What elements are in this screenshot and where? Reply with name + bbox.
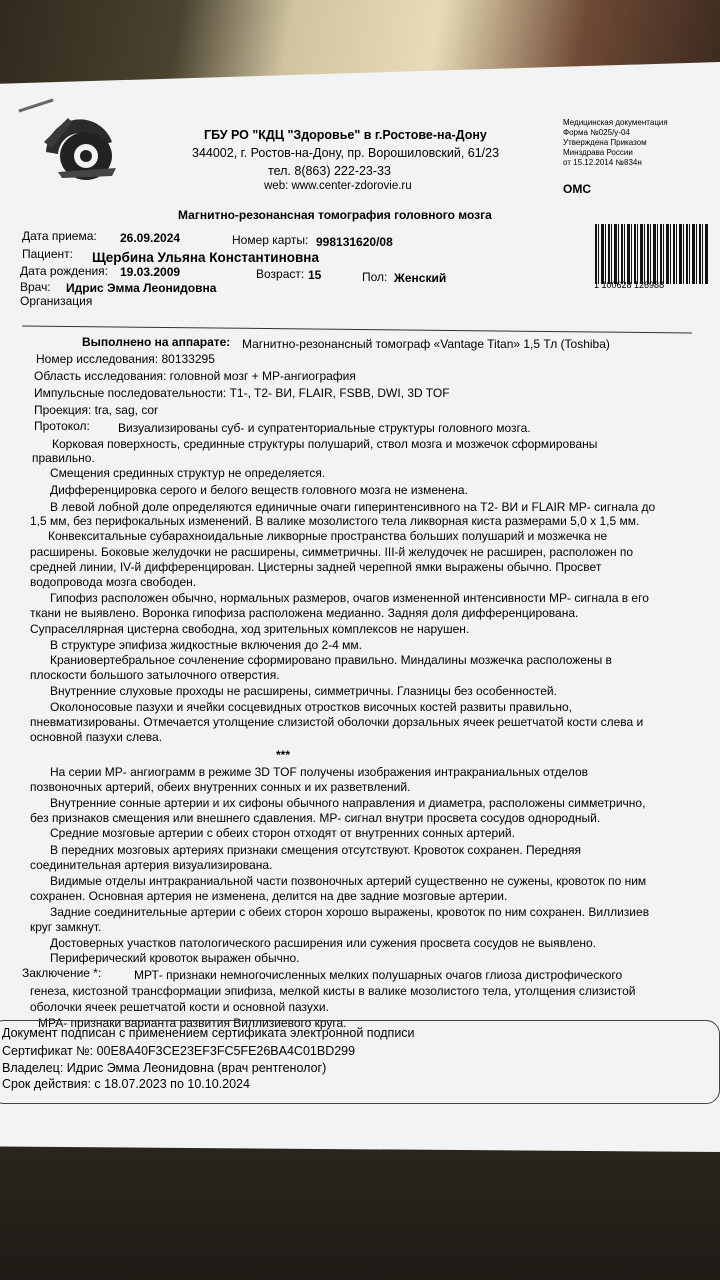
body-line: Конвекситальные субарахноидальные ликворные пространства больших полушарий и мозжечка не (48, 529, 608, 543)
age-value: 15 (308, 268, 322, 282)
patient-label: Пациент: (22, 247, 74, 261)
signature-line-2: Сертификат №: 00E8A40F3CE23EF3FC5FE26BA4C01BD299 (2, 1044, 356, 1058)
angio-line: круг замкнут. (30, 920, 102, 934)
body-line: расширены. Боковые желудочки не расширены, симметричны. III-й желудочек не расширен, расположен по (30, 545, 634, 559)
doctor-value: Идрис Эмма Леонидовна (66, 281, 217, 295)
org-address: 344002, г. Ростов-на-Дону, пр. Ворошиловский, 61/23 (192, 146, 500, 160)
conclusion-label: Заключение *: (22, 966, 102, 980)
body-line: В левой лобной доле определяются единичные очаги гиперинтенсивного на Т2- ВИ и FLAIR МР- сигнала до (50, 500, 656, 514)
form-line-4: Минздрава России (563, 148, 633, 157)
body-line: Дифференцировка серого и белого веществ головного мозга не изменена. (50, 483, 468, 497)
body-line: правильно. (32, 451, 95, 465)
form-line-2: Форма №025/у-04 (563, 128, 630, 137)
conclusion-line-2: генеза, кистозной трансформации эпифиза, мелкой кисты в валике мозолистого тела, утолщения слизистой (30, 984, 636, 998)
org-web: web: www.center-zdorovie.ru (264, 180, 412, 192)
organization-label: Организация (20, 294, 93, 308)
angio-line: Периферический кровоток выражен обычно. (50, 951, 300, 965)
angio-line: В передних мозговых артериях признаки смещения отсутствуют. Кровоток сохранен. Передняя (50, 843, 582, 857)
dob-value: 19.03.2009 (120, 265, 181, 279)
body-line: Корковая поверхность, срединные структуры полушарий, ствол мозга и мозжечок сформированы (52, 437, 598, 451)
angio-line: Видимые отделы интракраниальной части позвоночных артерий существенно не сужены, кровоток по ним (50, 874, 647, 888)
dob-label: Дата рождения: (20, 264, 108, 278)
body-line: В структуре эпифиза жидкостные включения до 2-4 мм. (50, 638, 362, 652)
protocol-first: Визуализированы суб- и супратенториальные структуры головного мозга. (118, 421, 531, 435)
protocol-label: Протокол: (34, 419, 90, 433)
angio-line: соединительная артерия визуализирована. (30, 858, 273, 872)
conclusion-line-1: МРТ- признаки немногочисленных мелких полушарных очагов глиоза дистрофического (134, 968, 623, 982)
body-line: Смещения срединных структур не определяется. (50, 466, 326, 480)
sex-value: Женский (394, 271, 447, 285)
angio-line: Средние мозговые артерии с обеих сторон отходят от внутренних сонных артерий. (50, 826, 515, 840)
angio-line: Задние соединительные артерии с обеих сторон хорошо выражены, кровоток по ним сохранен. Виллизиев (50, 905, 650, 919)
exam-area: Область исследования: головной мозг + МР-ангиография (34, 369, 356, 383)
device-value: Магнитно-резонансный томограф «Vantage Titan» 1,5 Тл (Toshiba) (242, 337, 610, 351)
signature-line-4: Срок действия: с 18.07.2023 по 10.10.2024 (2, 1077, 250, 1091)
signature-line-1: Документ подписан с применением сертификата электронной подписи (2, 1026, 415, 1040)
org-name: ГБУ РО "КДЦ "Здоровье" в г.Ростове-на-Дону (204, 128, 487, 142)
angio-line: позвоночных артерий, обеих внутренних сонных и их разветвлений. (30, 780, 411, 794)
exam-sequences: Импульсные последовательности: T1-, T2- ВИ, FLAIR, FSBB, DWI, 3D TOF (34, 386, 450, 400)
form-line-1: Медицинская документация (563, 118, 668, 127)
date-value: 26.09.2024 (120, 231, 181, 245)
age-label: Возраст: (256, 267, 305, 281)
section-separator: *** (276, 748, 291, 762)
patient-name: Щербина Ульяна Константиновна (92, 250, 319, 265)
angio-line: без признаков смещения или внешнего сдавления. МР- сигнал внутри просвета сосудов однородный. (30, 811, 601, 825)
form-line-3: Утверждена Приказом (563, 138, 647, 147)
body-line: пневматизированы. Отмечается утолщение слизистой оболочки дорзальных ячеек решетчатой кости слева и (30, 715, 644, 729)
barcode-number: 1 100628 126988 (594, 280, 665, 290)
conclusion-line-3: оболочки ячеек решетчатой кости и основной пазухи. (30, 1000, 329, 1014)
angio-line: Достоверных участков патологического расширения или сужения просвета сосудов не выявлено. (50, 936, 597, 950)
body-line: плоскости большого затылочного отверстия. (30, 668, 280, 682)
card-value: 998131620/08 (316, 235, 393, 249)
oms-label: ОМС (563, 182, 591, 196)
sex-label: Пол: (362, 270, 388, 284)
signature-line-3: Владелец: Идрис Эмма Леонидовна (врач рентгенолог) (2, 1061, 327, 1075)
angio-line: Внутренние сонные артерии и их сифоны обычного направления и диаметра, расположены симметрично, (50, 796, 646, 810)
body-line: основной пазухи слева. (30, 730, 163, 744)
conclusion-line-4: МРА- признаки варианта развития Виллизиевого круга. (38, 1016, 347, 1030)
body-line: Внутренние слуховые проходы не расширены, симметричны. Глазницы без особенностей. (50, 684, 557, 698)
device-label: Выполнено на аппарате: (82, 335, 231, 349)
body-line: Краниовертебральное сочленение сформировано правильно. Миндалины мозжечка расположены в (50, 653, 612, 667)
body-line: 1,5 мм, без перифокальных изменений. В валике мозолистого тела ликворная киста размерами 5,0 х 1,5 мм. (30, 514, 640, 528)
exam-number: Номер исследования: 80133295 (36, 352, 215, 366)
background-bottom (0, 1140, 720, 1280)
card-label: Номер карты: (232, 233, 309, 247)
clinic-logo (38, 112, 120, 188)
body-line: водопровода мозга свободен. (30, 575, 197, 589)
body-line: Околоносовые пазухи и ячейки сосцевидных отростков височных костей развиты правильно, (50, 700, 573, 714)
body-line: ткани не выявлено. Воронка гипофиза расположена медианно. Задняя доля дифференцирована. (30, 606, 579, 620)
exam-projection: Проекция: tra, sag, cor (34, 403, 158, 417)
body-line: средней линии, IV-й дифференцирован. Цистерны задней черепной ямки выражены обычно. Просвет (30, 560, 602, 574)
doctor-label: Врач: (20, 280, 51, 294)
form-line-5: от 15.12.2014 №834н (563, 158, 642, 167)
body-line: Гипофиз расположен обычно, нормальных размеров, очагов измененной интенсивности МР- сигнала в его (50, 591, 649, 605)
document-title: Магнитно-резонансная томография головного мозга (178, 208, 492, 222)
barcode (595, 224, 709, 284)
body-line: Супраселлярная цистерна свободна, ход зрительных комплексов не нарушен. (30, 622, 470, 636)
org-phone: тел. 8(863) 222-23-33 (268, 164, 391, 178)
date-label: Дата приема: (22, 229, 97, 243)
angio-line: На серии МР- ангиограмм в режиме 3D TOF получены изображения интракраниальных отделов (50, 765, 589, 779)
angio-line: сохранен. Основная артерия не изменена, делится на две задние мозговые артерии. (30, 889, 508, 903)
